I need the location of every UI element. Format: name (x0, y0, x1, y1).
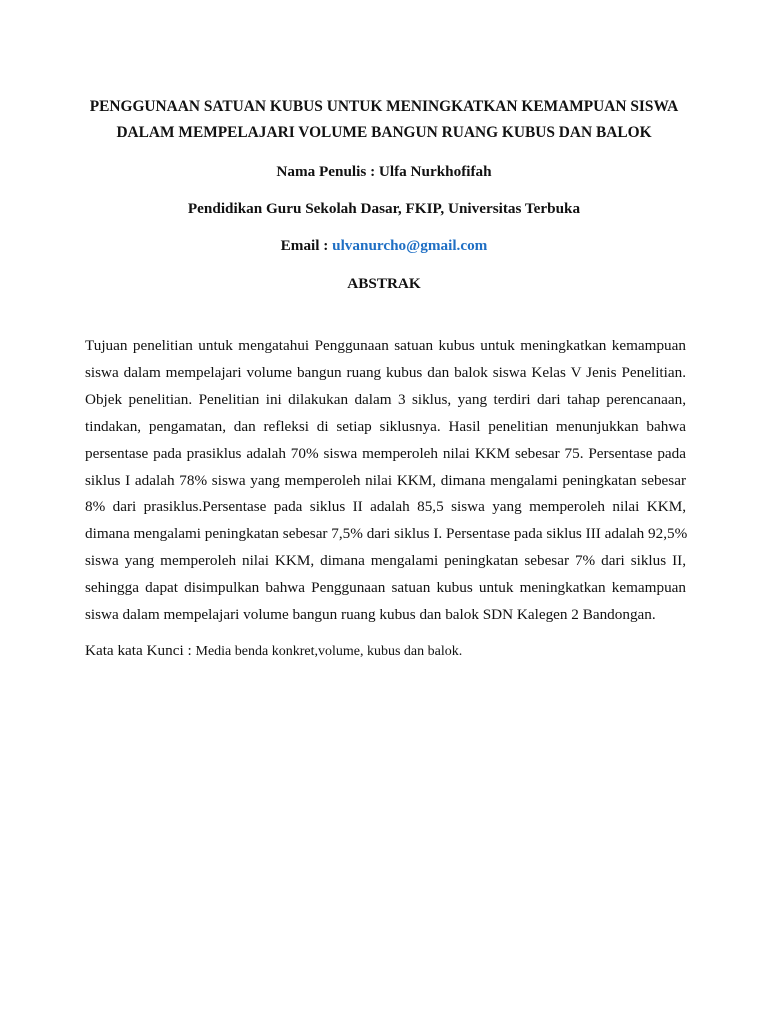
abstract-line: persentase pada prasiklus adalah 70% siswa memperoleh nilai KKM sebesar 75. Persentase pada (85, 444, 686, 462)
paper-title-line-1: PENGGUNAAN SATUAN KUBUS UNTUK MENINGKATKAN KEMAMPUAN SISWA (89, 98, 679, 115)
abstract-line: sehingga dapat disimpulkan bahwa Penggunaan satuan kubus untuk meningkatkan kemampuan (85, 579, 686, 597)
paper-title-line-2: DALAM MEMPELAJARI VOLUME BANGUN RUANG KUBUS DAN BALOK (116, 124, 652, 141)
abstract-body (85, 333, 686, 629)
keywords-line (85, 640, 686, 663)
email-link[interactable]: ulvanurcho@gmail.com (332, 237, 488, 254)
abstract-heading: ABSTRAK (347, 275, 421, 292)
author-affiliation: Pendidikan Guru Sekolah Dasar, FKIP, Universitas Terbuka (187, 200, 581, 217)
abstract-line: siswa dalam mempelajari volume bangun ruang kubus dan balok SDN Kalegen 2 Bandongan. (85, 606, 656, 624)
keywords-values: Media benda konkret,volume, kubus dan balok. (195, 644, 463, 659)
email-label: Email : (280, 237, 329, 254)
abstract-line: Objek penelitian. Penelitian ini dilakukan dalam 3 siklus, yang terdiri dari tahap perencanaan, (85, 390, 686, 408)
author-name: Nama Penulis : Ulfa Nurkhofifah (276, 163, 492, 180)
abstract-line: siswa dalam mempelajari volume bangun ruang kubus dan balok siswa Kelas V Jenis Penelitian. (85, 363, 686, 381)
keywords-label: Kata kata Kunci : (85, 642, 192, 659)
abstract-line: siklus I adalah 78% siswa yang memperoleh nilai KKM, dimana mengalami peningkatan sebesar (85, 471, 686, 489)
abstract-line: siswa yang memperoleh nilai KKM, dimana mengalami peningkatan sebesar 7% dari siklus II, (85, 552, 686, 570)
abstract-line: dimana mengalami peningkatan sebesar 7,5% dari siklus I. Persentase pada siklus III adalah 92,5% (85, 525, 688, 543)
abstract-line: tindakan, pengamatan, dan refleksi di setiap siklusnya. Hasil penelitian menunjukkan bahwa (85, 417, 686, 435)
abstract-line: Tujuan penelitian untuk mengatahui Penggunaan satuan kubus untuk meningkatkan kemampuan (85, 337, 686, 354)
abstract-line: 8% dari prasiklus.Persentase pada siklus II adalah 85,5 siswa yang memperoleh nilai KKM, (85, 498, 686, 516)
author-email-line (60, 235, 708, 257)
